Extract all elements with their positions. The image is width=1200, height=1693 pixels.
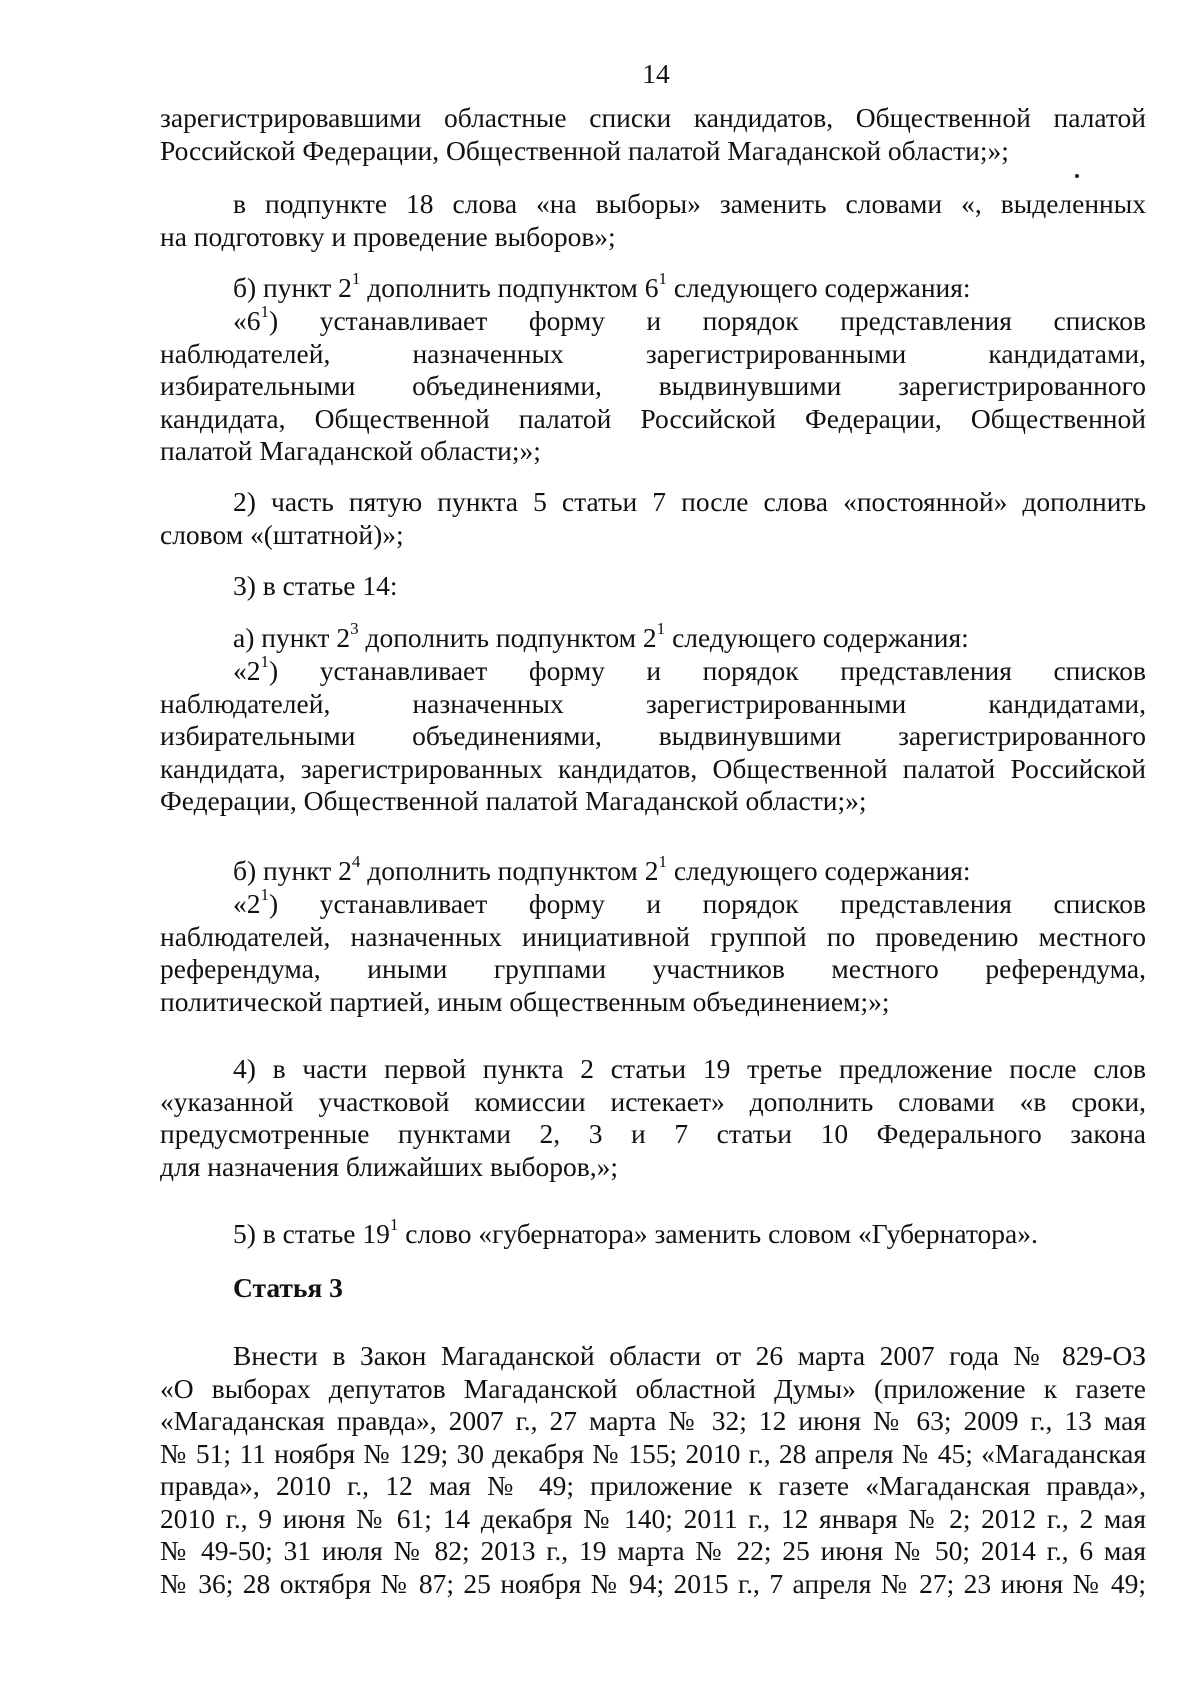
text-line: «$6^1$) устанавливает форму и порядок представления списков — [233, 302, 1146, 336]
text-line: № 51; 11 ноября № 129; 30 декабря № 155; 2010 г., 28 апреля № 45; «Магаданская — [160, 1437, 1146, 1469]
text-line: «указанной участковой комиссии истекает» дополнить словами «в сроки, — [160, 1085, 1146, 1117]
paragraph-article-3 — [160, 1340, 1146, 1600]
text-line: 5) в статье $19^1$ слово «губернатора» заменить словом «Губернатора». — [233, 1215, 1038, 1249]
text-line: референдума, иными группами участников местного референдума, — [160, 953, 1146, 984]
text-line: «О выборах депутатов Магаданской областной Думы» (приложение к газете — [160, 1372, 1146, 1404]
text-line: наблюдателей, назначенных инициативной группой по проведению местного — [160, 920, 1146, 952]
paragraph-item-5 — [160, 1215, 1146, 1251]
quoted-subpoint-2-1-a — [160, 652, 1146, 818]
text-line: Федерации, Общественной палатой Магаданской области;»; — [160, 785, 867, 816]
text-line: политической партией, иным общественным объединением;»; — [160, 985, 890, 1017]
text-line: на подготовку и проведение выборов»; — [160, 220, 616, 252]
paragraph-subpoint-18 — [160, 188, 1146, 253]
text-line: б) пункт $2^4$ дополнить подпунктом $2^1$ следующего содержания: — [233, 852, 971, 886]
text-line: № 36; 28 октября № 87; 25 ноября № 94; 2015 г., 7 апреля № 27; 23 июня № 49; — [160, 1567, 1146, 1599]
text-line: кандидата, зарегистрированных кандидатов, Общественной палатой Российской — [160, 752, 1146, 784]
text-line: правда», 2010 г., 12 мая № 49; приложение к газете «Магаданская правда», — [160, 1470, 1146, 1501]
text-line: № 49-50; 31 июля № 82; 2013 г., 19 марта № 22; 25 июня № 50; 2014 г., 6 мая — [160, 1535, 1146, 1566]
paragraph-item-b-2 — [160, 852, 1146, 888]
text-line: для назначения ближайших выборов,»; — [160, 1150, 618, 1182]
paragraph-continuation — [160, 102, 1146, 167]
text-line: наблюдателей, назначенных зарегистрированными кандидатами, — [160, 687, 1146, 719]
text-line: 3) в статье 14: — [233, 570, 398, 601]
text-line: «$2^1$) устанавливает форму и порядок представления списков — [233, 652, 1146, 686]
text-line: наблюдателей, назначенных зарегистрированными кандидатами, — [160, 337, 1146, 369]
page-number: 14 — [642, 58, 670, 89]
scan-speck — [1075, 174, 1079, 178]
text-line: 4) в части первой пункта 2 статьи 19 третье предложение после слов — [233, 1053, 1146, 1084]
text-line: словом «(штатной)»; — [160, 518, 404, 550]
heading-text: Статья 3 — [233, 1272, 343, 1303]
text-line: предусмотренные пунктами 2, 3 и 7 статьи 10 Федерального закона — [160, 1118, 1146, 1149]
paragraph-item-a — [160, 619, 1146, 655]
text-line: избирательными объединениями, выдвинувшими зарегистрированного — [160, 370, 1146, 401]
paragraph-item-b-1 — [160, 269, 1146, 305]
text-line: Внести в Закон Магаданской области от 26 марта 2007 года № 829-ОЗ — [233, 1340, 1146, 1371]
text-line: «$2^1$) устанавливает форму и порядок представления списков — [233, 885, 1146, 919]
text-line: избирательными объединениями, выдвинувшими зарегистрированного — [160, 720, 1146, 751]
text-line: а) пункт $2^3$ дополнить подпунктом $2^1$ следующего содержания: — [233, 619, 969, 653]
text-line: 2) часть пятую пункта 5 статьи 7 после слова «постоянной» дополнить — [233, 486, 1146, 517]
paragraph-item-4 — [160, 1053, 1146, 1183]
quoted-subpoint-6-1 — [160, 302, 1146, 468]
text-line: палатой Магаданской области;»; — [160, 435, 541, 466]
text-line: б) пункт $2^1$ дополнить подпунктом $6^1$ следующего содержания: — [233, 269, 971, 303]
text-line: «Магаданская правда», 2007 г., 27 марта № 32; 12 июня № 63; 2009 г., 13 мая — [160, 1405, 1146, 1436]
paragraph-item-3 — [160, 570, 1146, 603]
text-line: Российской Федерации, Общественной палатой Магаданской области;»; — [160, 134, 1009, 166]
text-line: зарегистрировавшими областные списки кандидатов, Общественной палатой — [160, 102, 1146, 133]
text-line: 2010 г., 9 июня № 61; 14 декабря № 140; 2011 г., 12 января № 2; 2012 г., 2 мая — [160, 1502, 1146, 1534]
paragraph-item-2 — [160, 486, 1146, 551]
text-line: в подпункте 18 слова «на выборы» заменить словами «, выделенных — [233, 188, 1146, 219]
text-line: кандидата, Общественной палатой Российской Федерации, Общественной — [160, 402, 1146, 434]
quoted-subpoint-2-1-b — [160, 885, 1146, 1018]
article-heading — [160, 1272, 1146, 1305]
